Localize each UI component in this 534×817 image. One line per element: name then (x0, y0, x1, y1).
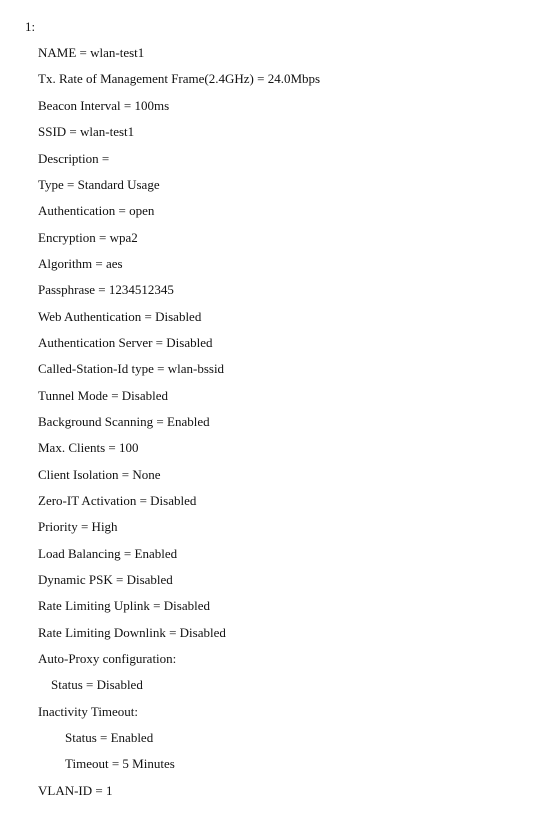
entry-index: 1: (25, 19, 36, 34)
config-line: Passphrase = 1234512345 (38, 282, 174, 297)
config-line: Client Isolation = None (38, 467, 161, 482)
config-line: Authentication = open (38, 203, 155, 218)
config-line: NAME = wlan-test1 (38, 45, 145, 60)
config-line: Algorithm = aes (38, 256, 123, 271)
config-line: Called-Station-Id type = wlan-bssid (38, 361, 225, 376)
config-line: Load Balancing = Enabled (38, 546, 178, 561)
config-section-heading: Auto-Proxy configuration: (38, 651, 177, 666)
config-line: Background Scanning = Enabled (38, 414, 210, 429)
config-line: Dynamic PSK = Disabled (38, 572, 173, 587)
config-line: VLAN-ID = 1 (38, 783, 113, 798)
config-line: Zero-IT Activation = Disabled (38, 493, 197, 508)
config-line: Rate Limiting Downlink = Disabled (38, 625, 226, 640)
config-line: Tx. Rate of Management Frame(2.4GHz) = 24.0Mbps (38, 71, 321, 86)
config-line: Tunnel Mode = Disabled (38, 388, 168, 403)
config-line: SSID = wlan-test1 (38, 124, 135, 139)
config-subline: Timeout = 5 Minutes (65, 756, 175, 771)
config-line: Max. Clients = 100 (38, 440, 139, 455)
config-line: Type = Standard Usage (38, 177, 160, 192)
config-section-heading: Inactivity Timeout: (38, 704, 139, 719)
config-line: Rate Limiting Uplink = Disabled (38, 598, 210, 613)
config-line: Web Authentication = Disabled (38, 309, 202, 324)
config-subline: Status = Disabled (51, 677, 143, 692)
config-line: Authentication Server = Disabled (38, 335, 213, 350)
config-line: Priority = High (38, 519, 118, 534)
config-line: Description = (38, 151, 110, 166)
config-subline: Status = Enabled (65, 730, 154, 745)
config-line: Beacon Interval = 100ms (38, 98, 170, 113)
config-line: Encryption = wpa2 (38, 230, 138, 245)
